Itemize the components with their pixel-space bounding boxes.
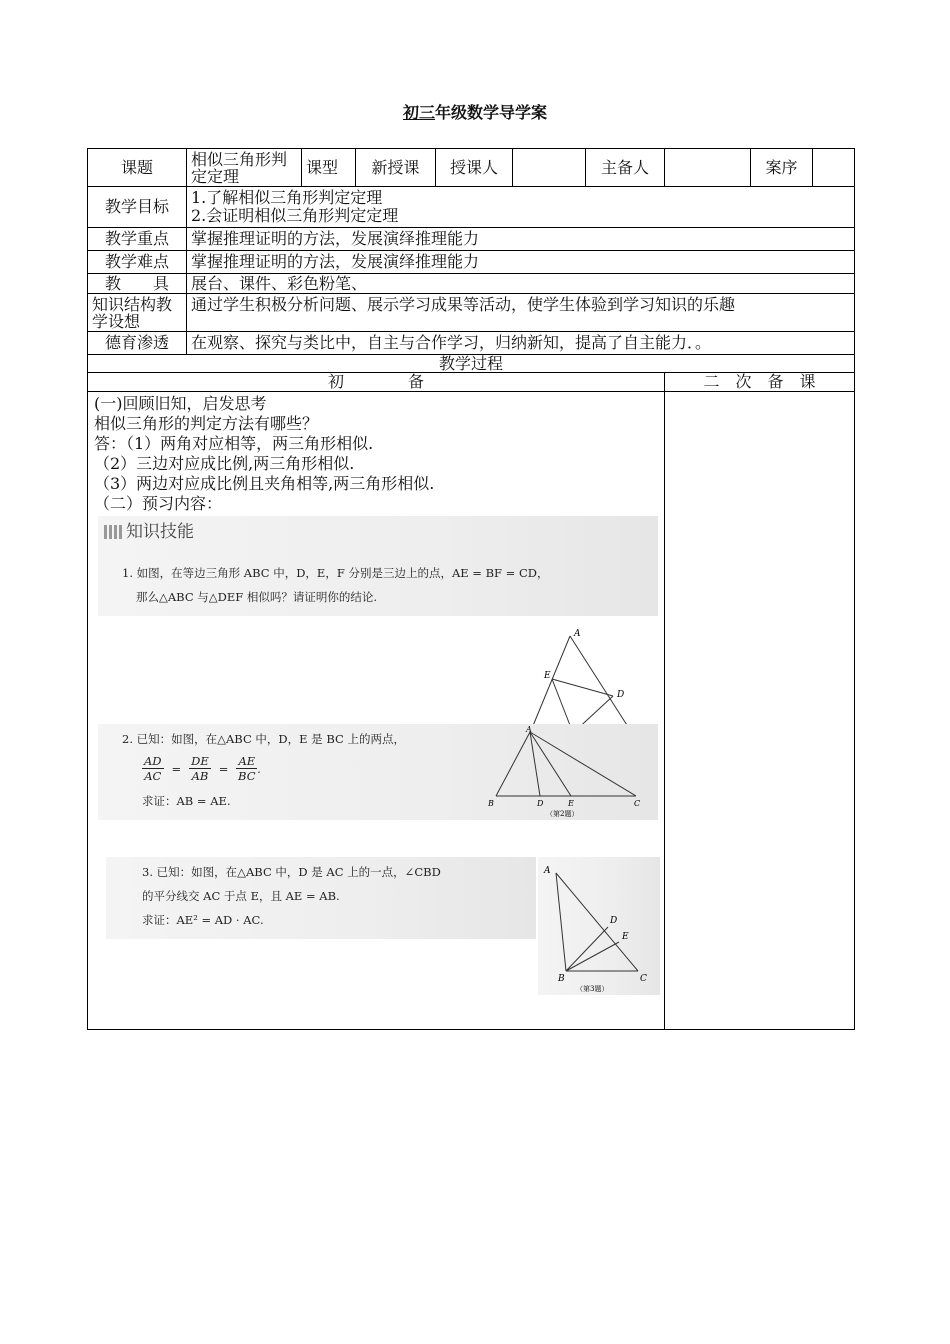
problem-3 [94, 865, 658, 1011]
problem-1-text-block [98, 516, 658, 616]
tools-row [88, 274, 855, 294]
process-header-row [88, 355, 855, 373]
fig3-side-ab [556, 873, 566, 971]
tools-label: 教 具 [88, 274, 187, 294]
fig3-label-c: C [640, 974, 647, 984]
frac2-num: DE [191, 754, 209, 768]
answer-1: 答：（1）两角对应相等，两三角形相似. [94, 434, 374, 453]
frac1-num: AD [144, 754, 162, 768]
fig1-label-e: E [544, 671, 551, 681]
difficulty-value: 掌握推理证明的方法，发展演绎推理能力 [187, 251, 855, 274]
key-label: 教学重点 [88, 228, 187, 251]
fig3-side-ac [556, 873, 638, 971]
key-value: 掌握推理证明的方法，发展演绎推理能力 [187, 228, 855, 251]
process-body-row [88, 392, 855, 1030]
problem-3-line-3: 求证：AE² = AD · AC. [142, 913, 264, 927]
goal-item-2: 2.会证明相似三角形判定定理 [191, 206, 399, 225]
preparer-label: 主备人 [586, 149, 665, 187]
problem-3-text-block [106, 857, 536, 939]
fraction-de-ab [189, 754, 211, 783]
course-value: 相似三角形判定定理 [187, 149, 302, 187]
fig2-label-d: D [537, 799, 544, 808]
teacher-label: 授课人 [436, 149, 513, 187]
frac2-den: AB [191, 769, 209, 783]
fig3-seg-bd [566, 927, 608, 971]
fig2-label-e: E [568, 799, 574, 808]
fraction-period: . [257, 761, 261, 776]
fig1-side-ab [530, 636, 570, 733]
page-title [0, 100, 950, 123]
fig2-label-c: C [634, 799, 641, 808]
type-label: 课型 [302, 149, 356, 187]
fraction-ad-ac [142, 754, 164, 783]
tools-value: 展台、课件、彩色粉笔、 [187, 274, 855, 294]
equals-1: = [171, 761, 182, 776]
problem-3-figure [538, 857, 660, 995]
skills-title: 知识技能 [126, 522, 194, 542]
problem-2-block [98, 724, 658, 820]
title-rest: 年级数学导学案 [435, 103, 548, 122]
fig3-label-d: D [610, 916, 618, 926]
process-columns-row [88, 373, 855, 392]
fig2-label-b: B [488, 799, 494, 808]
structure-label: 知识结构教学设想 [88, 294, 187, 332]
second-prep-body [665, 392, 855, 1030]
problem-1-line-2: 那么△ABC 与△DEF 相似吗？请证明你的结论. [136, 590, 378, 604]
difficulty-row [88, 251, 855, 274]
moral-label: 德育渗透 [88, 332, 187, 355]
goal-label: 教学目标 [88, 187, 187, 228]
problem-2-figure [488, 724, 658, 820]
fig3-caption: （第3题） [576, 985, 609, 993]
goal-value [187, 187, 855, 228]
goal-item-1: 1.了解相似三角形判定定理 [191, 188, 383, 207]
problem-2 [94, 725, 658, 871]
fig3-seg-be [566, 942, 619, 971]
lesson-plan-table [87, 148, 855, 1030]
title-grade: 初三 [402, 103, 435, 122]
problem-3-line-2: 的平分线交 AC 于点 E，且 AE = AB. [142, 889, 340, 903]
fraction-ae-bc [236, 754, 257, 783]
goal-row [88, 187, 855, 228]
moral-row [88, 332, 855, 355]
order-label: 案序 [751, 149, 813, 187]
frac3-den: BC [238, 769, 256, 783]
difficulty-label: 教学难点 [88, 251, 187, 274]
structure-row [88, 294, 855, 332]
moral-value: 在观察、探究与类比中，自主与合作学习，归纳新知，提高了自主能力．。 [187, 332, 855, 355]
fig2-seg-ae [530, 732, 571, 796]
fig2-label-a: A [526, 725, 532, 734]
fig1-label-a: A [574, 629, 581, 639]
frac1-den: AC [144, 769, 162, 783]
preparer-value [665, 149, 751, 187]
structure-value: 通过学生积极分析问题、展示学习成果等活动，使学生体验到学习知识的乐趣 [187, 294, 855, 332]
fig2-side-ac [530, 732, 636, 796]
fig3-label-a: A [544, 866, 551, 876]
fig3-label-e: E [622, 932, 629, 942]
info-row [88, 149, 855, 187]
first-prep-header: 初 备 [88, 373, 665, 392]
order-value [813, 149, 855, 187]
problem-3-line-1: 3. 已知：如图，在△ABC 中，D 是 AC 上的一点，∠CBD [142, 865, 441, 879]
problem-3-figure-block [538, 857, 660, 995]
problem-2-proof: 求证：AB = AE. [142, 794, 231, 808]
course-label: 课题 [88, 149, 187, 187]
skills-header [104, 522, 194, 542]
answer-3: （3）两边对应成比例且夹角相等,两三角形相似. [94, 474, 435, 493]
problem-1-line-1: 1. 如图，在等边三角形 ABC 中，D，E，F 分别是三边上的点，AE = BF = CD， [122, 566, 549, 580]
frac3-num: AE [238, 754, 256, 768]
problem-1-figure [520, 628, 650, 738]
fig2-caption: （第2题） [546, 810, 579, 818]
fig1-side-ac [570, 636, 632, 733]
fig1-seg-ed [552, 679, 613, 696]
problem-2-line-1: 2. 已知：如图，在△ABC 中，D，E 是 BC 上的两点， [122, 732, 405, 746]
equals-2: = [218, 761, 229, 776]
process-header: 教学过程 [88, 355, 855, 373]
second-prep-header: 二 次 备 课 [665, 373, 855, 392]
review-question: 相似三角形的判定方法有哪些？ [94, 414, 319, 433]
answer-2: （2）三边对应成比例,两三角形相似. [94, 454, 355, 473]
fig2-side-ab [496, 732, 530, 796]
problem-1 [94, 516, 658, 736]
fig1-label-d: D [617, 690, 625, 700]
first-prep-body [88, 392, 665, 1030]
skills-arrow-icon [104, 525, 122, 539]
fig3-label-b: B [558, 974, 565, 984]
type-value: 新授课 [356, 149, 436, 187]
preview-heading: （二）预习内容： [94, 494, 223, 513]
review-heading: (一)回顾旧知，启发思考 [94, 394, 267, 413]
problem-2-fractions [142, 754, 261, 783]
teacher-value [513, 149, 586, 187]
fig2-seg-ad [530, 732, 540, 796]
key-row [88, 228, 855, 251]
